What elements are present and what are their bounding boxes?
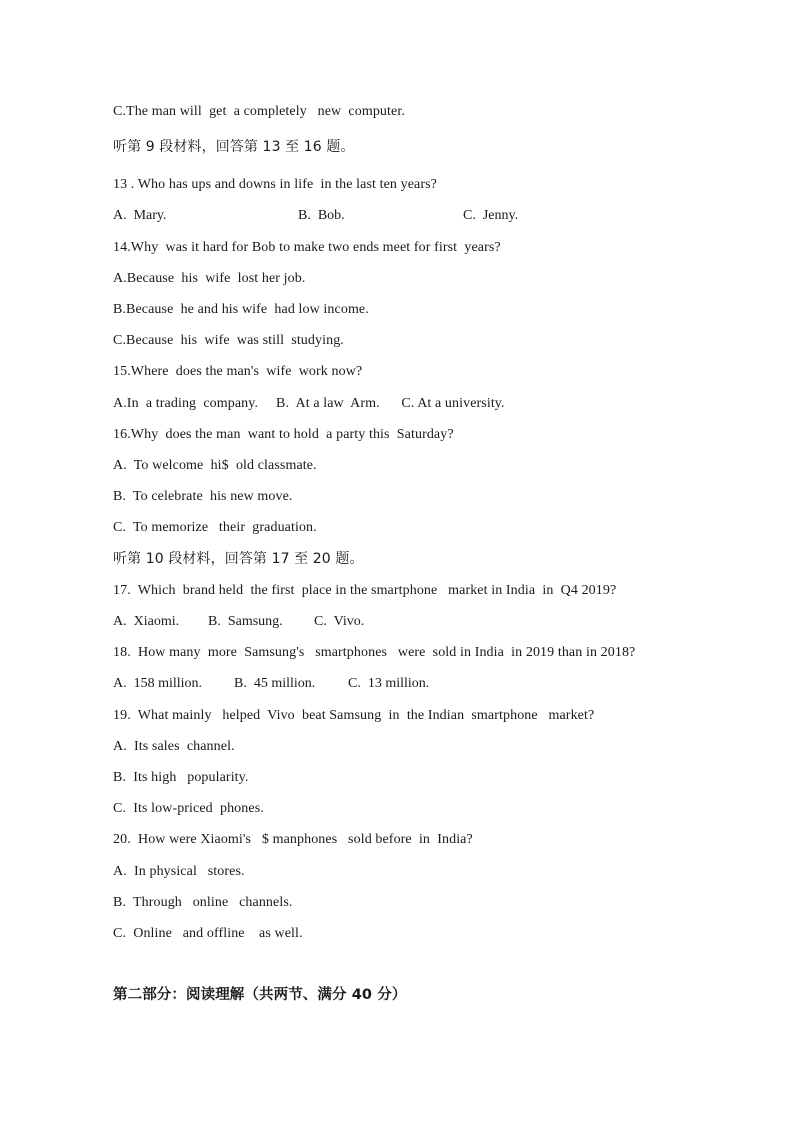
q20-option-b: B. Through online channels. — [113, 895, 293, 910]
q20-option-a: A. In physical stores. — [113, 864, 245, 879]
q17-option-b: B. Samsung. — [208, 614, 283, 629]
question-20: 20. How were Xiaomi's $ manphones sold before in India? — [113, 832, 473, 847]
q16-option-b: B. To celebrate his new move. — [113, 489, 293, 504]
question-13: 13 . Who has ups and downs in life in the last ten years? — [113, 177, 437, 192]
q14-option-a: A.Because his wife lost her job. — [113, 271, 306, 286]
q19-option-b: B. Its high popularity. — [113, 770, 249, 785]
part-two-heading: 第二部分：阅读理解（共两节、满分 40 分） — [113, 987, 407, 1003]
q13-option-a: A. Mary. — [113, 208, 167, 223]
q16-option-a: A. To welcome hi$ old classmate. — [113, 458, 317, 473]
q12-option-c: C.The man will get a completely new computer. — [113, 104, 405, 119]
q19-option-a: A. Its sales channel. — [113, 739, 235, 754]
question-19: 19. What mainly helped Vivo beat Samsung in the Indian smartphone market? — [113, 708, 595, 723]
question-16: 16.Why does the man want to hold a party this Saturday? — [113, 427, 454, 442]
q18-option-c: C. 13 million. — [348, 676, 430, 691]
section-9-instruction: 听第 9 段材料，回答第 13 至 16 题。 — [113, 139, 355, 155]
q13-option-c: C. Jenny. — [463, 208, 519, 223]
q20-option-c: C. Online and offline as well. — [113, 926, 303, 941]
question-14: 14.Why was it hard for Bob to make two ends meet for first years? — [113, 240, 501, 255]
section-10-instruction: 听第 10 段材料，回答第 17 至 20 题。 — [113, 551, 364, 567]
q18-option-b: B. 45 million. — [234, 676, 316, 691]
q18-option-a: A. 158 million. — [113, 676, 203, 691]
q14-option-b: B.Because he and his wife had low income. — [113, 302, 369, 317]
q19-option-c: C. Its low-priced phones. — [113, 801, 264, 816]
question-18: 18. How many more Samsung's smartphones were sold in India in 2019 than in 2018? — [113, 645, 636, 660]
question-15: 15.Where does the man's wife work now? — [113, 364, 363, 379]
q14-option-c: C.Because his wife was still studying. — [113, 333, 344, 348]
q13-option-b: B. Bob. — [298, 208, 345, 223]
q16-option-c: C. To memorize their graduation. — [113, 520, 317, 535]
q15-options: A.In a trading company. B. At a law Arm. C. At a university. — [113, 396, 505, 411]
q17-option-a: A. Xiaomi. — [113, 614, 180, 629]
question-17: 17. Which brand held the first place in the smartphone market in India in Q4 2019? — [113, 583, 617, 598]
q17-option-c: C. Vivo. — [314, 614, 365, 629]
